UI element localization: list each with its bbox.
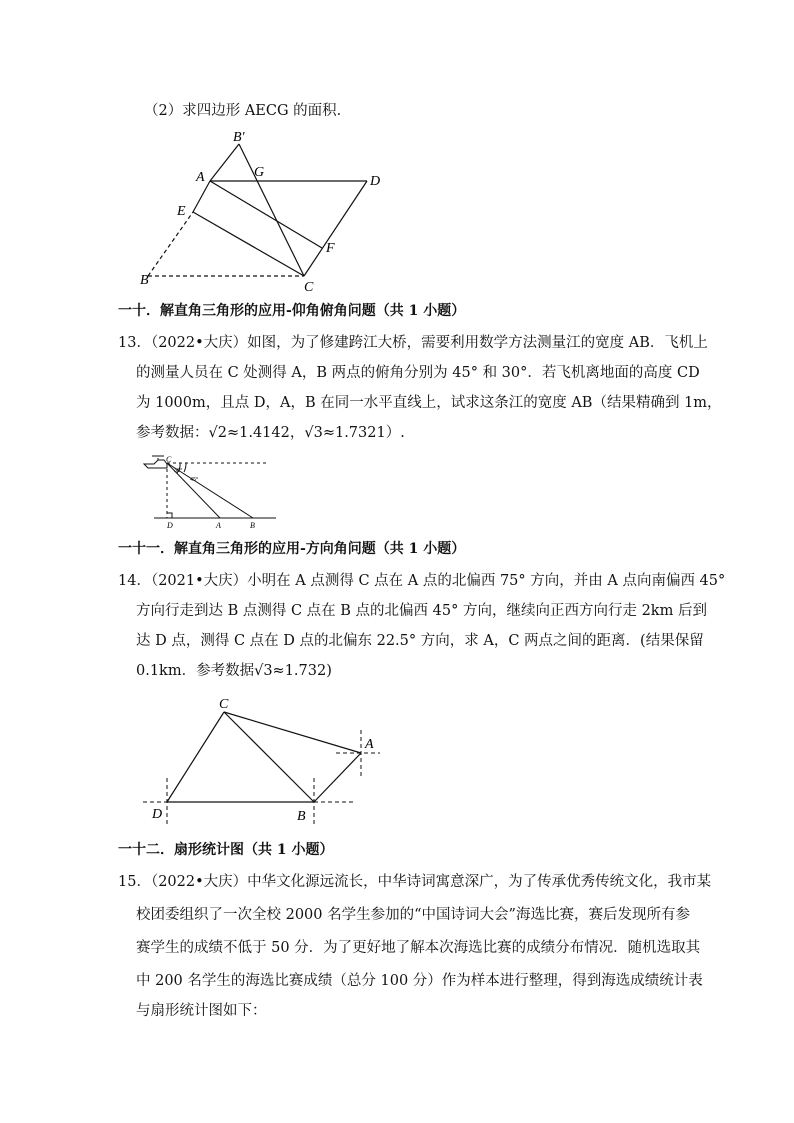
angle-arc-30: [184, 463, 186, 472]
label-g: G: [254, 165, 265, 180]
label-a: A: [365, 737, 374, 752]
label-a: A: [196, 170, 205, 185]
label-e: E: [177, 204, 186, 219]
direction-angle-figure: [140, 690, 390, 830]
q13-line1: 13．（2022•大庆）如图，为了修建跨江大桥，需要利用数学方法测量江的宽度 AB．飞机上: [118, 335, 708, 351]
seg-a-f: [210, 181, 322, 248]
section-12-heading: 一十二．扇形统计图（共 1 小题）: [118, 842, 334, 858]
seg-d-c: [304, 181, 367, 276]
label-b: B: [140, 273, 149, 288]
seg-e-c: [193, 212, 304, 276]
seg-bprime-c: [239, 144, 304, 276]
seg-a-b: [314, 753, 361, 802]
q15-line2: 校团委组织了一次全校 2000 名学生参加的“中国诗词大会”海选比赛，赛后发现所有参: [136, 907, 690, 923]
q15-line1: 15．（2022•大庆）中华文化源远流长，中华诗词寓意深广，为了传承优秀传统文化，我市某: [118, 874, 712, 890]
label-b: B: [297, 809, 306, 824]
q14-line4: 0.1km．参考数据√3≈1.732): [136, 663, 332, 679]
q14-line2: 方向行走到达 B 点测得 C 点在 B 点的北偏西 45° 方向，继续向正西方向行走 2km 后到: [136, 603, 707, 619]
q13-line3: 为 1000m，且点 D，A，B 在同一水平直线上，试求这条江的宽度 AB（结果精确到 1m，: [136, 395, 722, 411]
parallelogram-figure: [130, 126, 400, 294]
q15-line3: 赛学生的成绩不低于 50 分．为了更好地了解本次海选比赛的成绩分布情况．随机选取其: [136, 940, 701, 956]
label-d: D: [152, 807, 163, 822]
q14-line3: 达 D 点，测得 C 点在 D 点的北偏东 22.5° 方向，求 A，C 两点之间的距离．(结果保留: [136, 633, 704, 649]
label-30deg: 30°: [174, 468, 183, 474]
seg-b-e-dashed: [148, 212, 193, 276]
seg-c-d: [167, 712, 224, 802]
label-a: A: [216, 521, 221, 530]
q15-line5: 与扇形统计图如下：: [136, 1003, 267, 1019]
label-45deg: 45°: [190, 477, 199, 483]
airplane-icon: [144, 460, 167, 468]
right-angle-mark: [167, 513, 172, 518]
label-b: B: [250, 521, 255, 530]
q12-part2-text: （2）求四边形 AECG 的面积．: [144, 103, 352, 119]
label-f: F: [326, 241, 335, 256]
q13-line2: 的测量人员在 C 处测得 A，B 两点的俯角分别为 45° 和 30°．若飞机离地面的高度 CD: [136, 365, 700, 381]
label-bprime: B′: [233, 130, 245, 145]
seg-a-e: [193, 181, 210, 212]
label-c: C: [219, 697, 229, 712]
q13-line4: 参考数据：√2≈1.4142，√3≈1.7321）.: [136, 425, 405, 441]
label-c: C: [304, 280, 314, 294]
section-11-heading: 一十一．解直角三角形的应用-方向角问题（共 1 小题）: [118, 541, 466, 557]
section-10-heading: 一十．解直角三角形的应用-仰角俯角问题（共 1 小题）: [118, 303, 466, 319]
airplane-angle-figure: [140, 450, 280, 530]
label-d: D: [167, 521, 173, 530]
q14-line1: 14．（2021•大庆）小明在 A 点测得 C 点在 A 点的北偏西 75° 方向，并由 A 点向南偏西 45°: [118, 573, 726, 589]
q15-line4: 中 200 名学生的海选比赛成绩（总分 100 分）作为样本进行整理，得到海选成绩统计表: [136, 973, 703, 989]
label-c: C: [166, 455, 172, 464]
label-d: D: [370, 174, 381, 189]
seg-bprime-a: [210, 144, 239, 181]
